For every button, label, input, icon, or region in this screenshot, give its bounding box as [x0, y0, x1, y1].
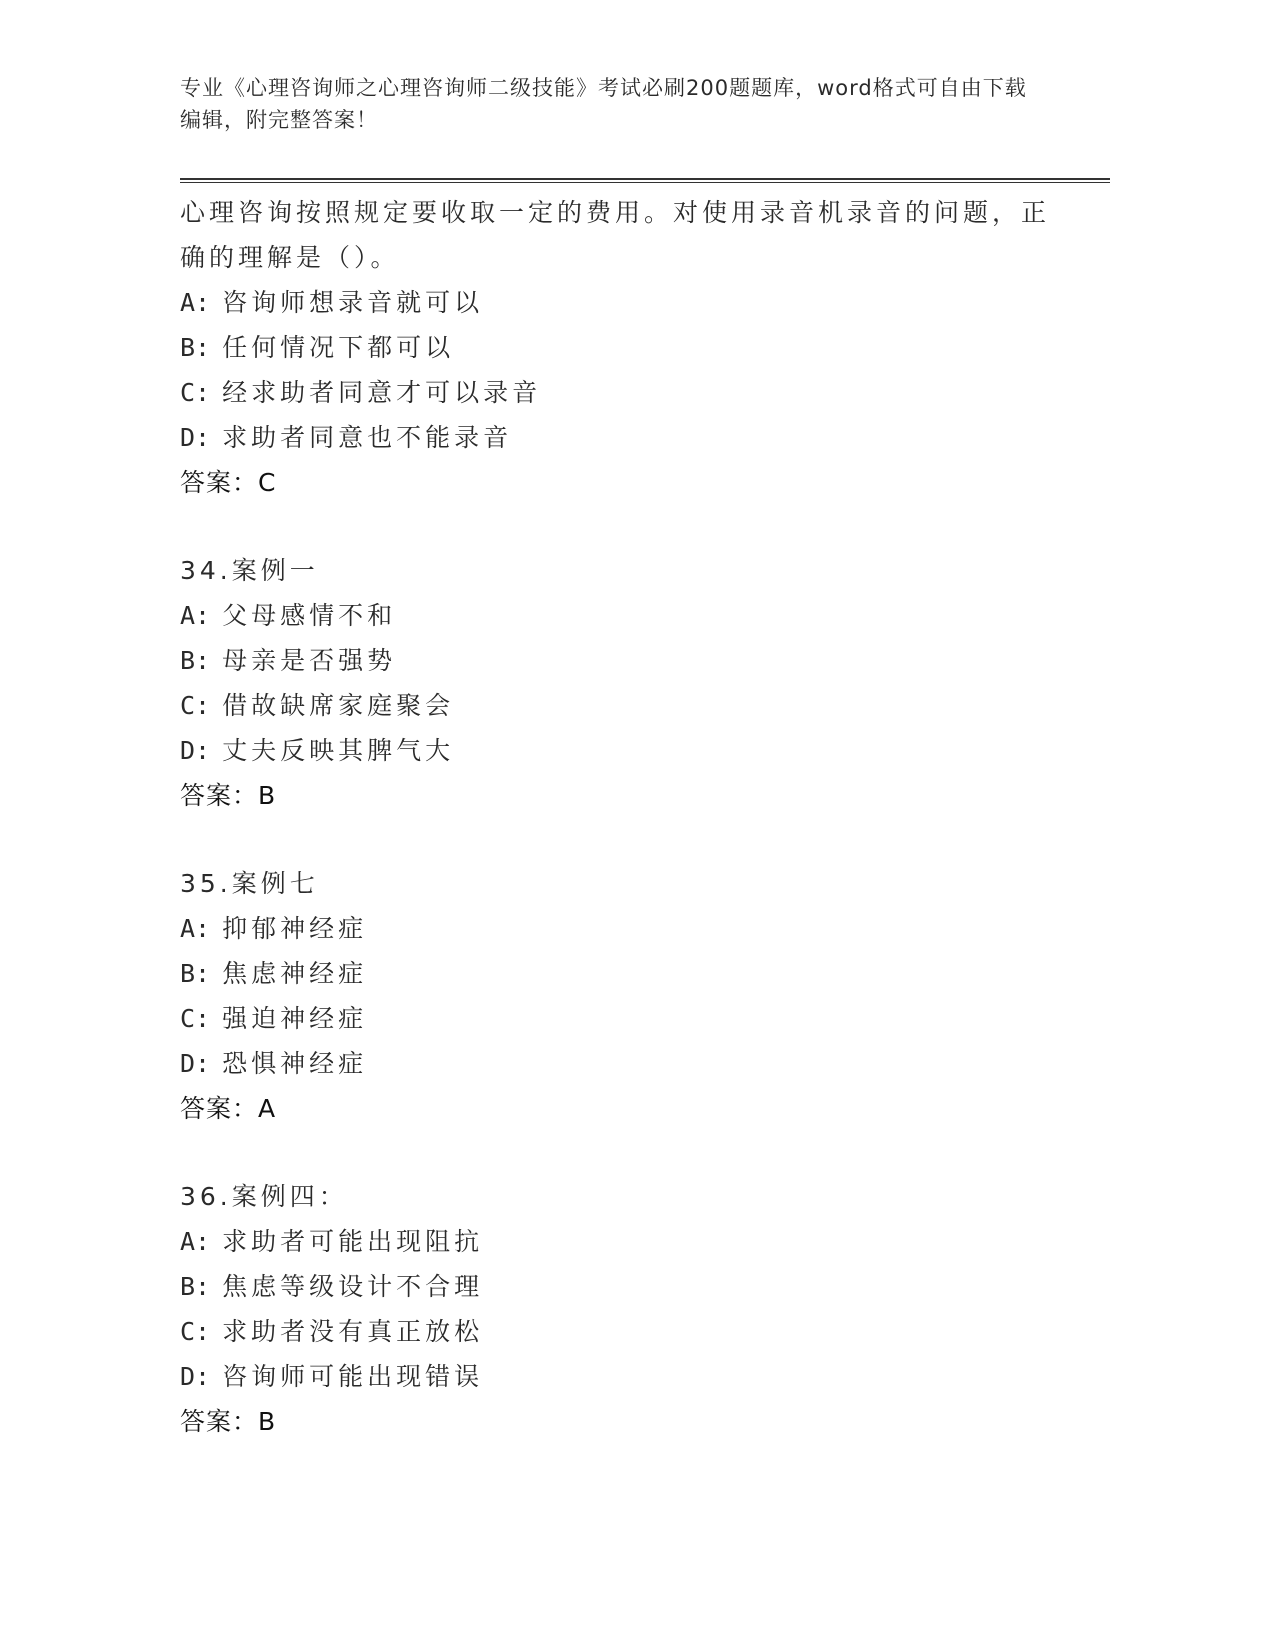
option-letter: A: — [180, 288, 211, 317]
option-b — [180, 325, 1110, 370]
question-stem: 34.案例一 — [180, 556, 319, 585]
option-text: 任何情况下都可以 — [222, 333, 455, 362]
question-list — [180, 190, 1110, 1444]
question-block — [180, 861, 1110, 1131]
option-letter: C: — [180, 691, 211, 720]
option-letter: B: — [180, 1272, 211, 1301]
option-text: 抑郁神经症 — [222, 914, 368, 943]
option-c — [180, 370, 1110, 415]
option-text: 焦虑神经症 — [222, 959, 368, 988]
option-letter: C: — [180, 1004, 211, 1033]
option-b — [180, 1264, 1110, 1309]
option-text: 求助者可能出现阻抗 — [222, 1227, 484, 1256]
question-stem: 36.案例四： — [180, 1182, 348, 1211]
option-d — [180, 1354, 1110, 1399]
option-text: 焦虑等级设计不合理 — [222, 1272, 484, 1301]
option-text: 母亲是否强势 — [222, 646, 397, 675]
option-text: 经求助者同意才可以录音 — [222, 378, 542, 407]
option-text: 咨询师想录音就可以 — [222, 288, 484, 317]
option-letter: D: — [180, 423, 211, 452]
question-stem: 35.案例七 — [180, 869, 319, 898]
question-block — [180, 190, 1110, 505]
question-block — [180, 1174, 1110, 1444]
option-letter: B: — [180, 333, 211, 362]
option-text: 强迫神经症 — [222, 1004, 368, 1033]
option-text: 恐惧神经症 — [222, 1049, 368, 1078]
document-header: 专业《心理咨询师之心理咨询师二级技能》考试必刷200题题库，word格式可自由下载编辑，附完整答案！ — [180, 76, 1027, 132]
option-a — [180, 593, 1110, 638]
option-a — [180, 1219, 1110, 1264]
option-letter: C: — [180, 1317, 211, 1346]
option-letter: D: — [180, 736, 211, 765]
option-c — [180, 1309, 1110, 1354]
answer-line: 答案：A — [180, 1094, 277, 1123]
option-d — [180, 1041, 1110, 1086]
option-c — [180, 996, 1110, 1041]
option-text: 借故缺席家庭聚会 — [222, 691, 455, 720]
option-text: 丈夫反映其脾气大 — [222, 736, 455, 765]
answer-line: 答案：B — [180, 1407, 277, 1436]
spacer — [180, 818, 1110, 861]
option-b — [180, 638, 1110, 683]
option-a — [180, 280, 1110, 325]
option-letter: A: — [180, 914, 211, 943]
option-d — [180, 415, 1110, 460]
question-stem-continued: 确的理解是（）。 — [180, 243, 400, 272]
option-letter: B: — [180, 959, 211, 988]
option-text: 咨询师可能出现错误 — [222, 1362, 484, 1391]
option-text: 父母感情不和 — [222, 601, 397, 630]
question-stem: 心理咨询按照规定要收取一定的费用。对使用录音机录音的问题，正 — [180, 198, 1051, 227]
option-text: 求助者没有真正放松 — [222, 1317, 484, 1346]
option-a — [180, 906, 1110, 951]
spacer — [180, 1131, 1110, 1174]
option-letter: B: — [180, 646, 211, 675]
option-d — [180, 728, 1110, 773]
option-text: 求助者同意也不能录音 — [222, 423, 513, 452]
spacer — [180, 505, 1110, 548]
answer-line: 答案：C — [180, 468, 277, 497]
header-divider — [180, 178, 1110, 183]
question-block — [180, 548, 1110, 818]
answer-line: 答案：B — [180, 781, 277, 810]
option-letter: D: — [180, 1362, 211, 1391]
option-letter: D: — [180, 1049, 211, 1078]
option-c — [180, 683, 1110, 728]
option-letter: A: — [180, 1227, 211, 1256]
option-letter: A: — [180, 601, 211, 630]
option-letter: C: — [180, 378, 211, 407]
option-b — [180, 951, 1110, 996]
